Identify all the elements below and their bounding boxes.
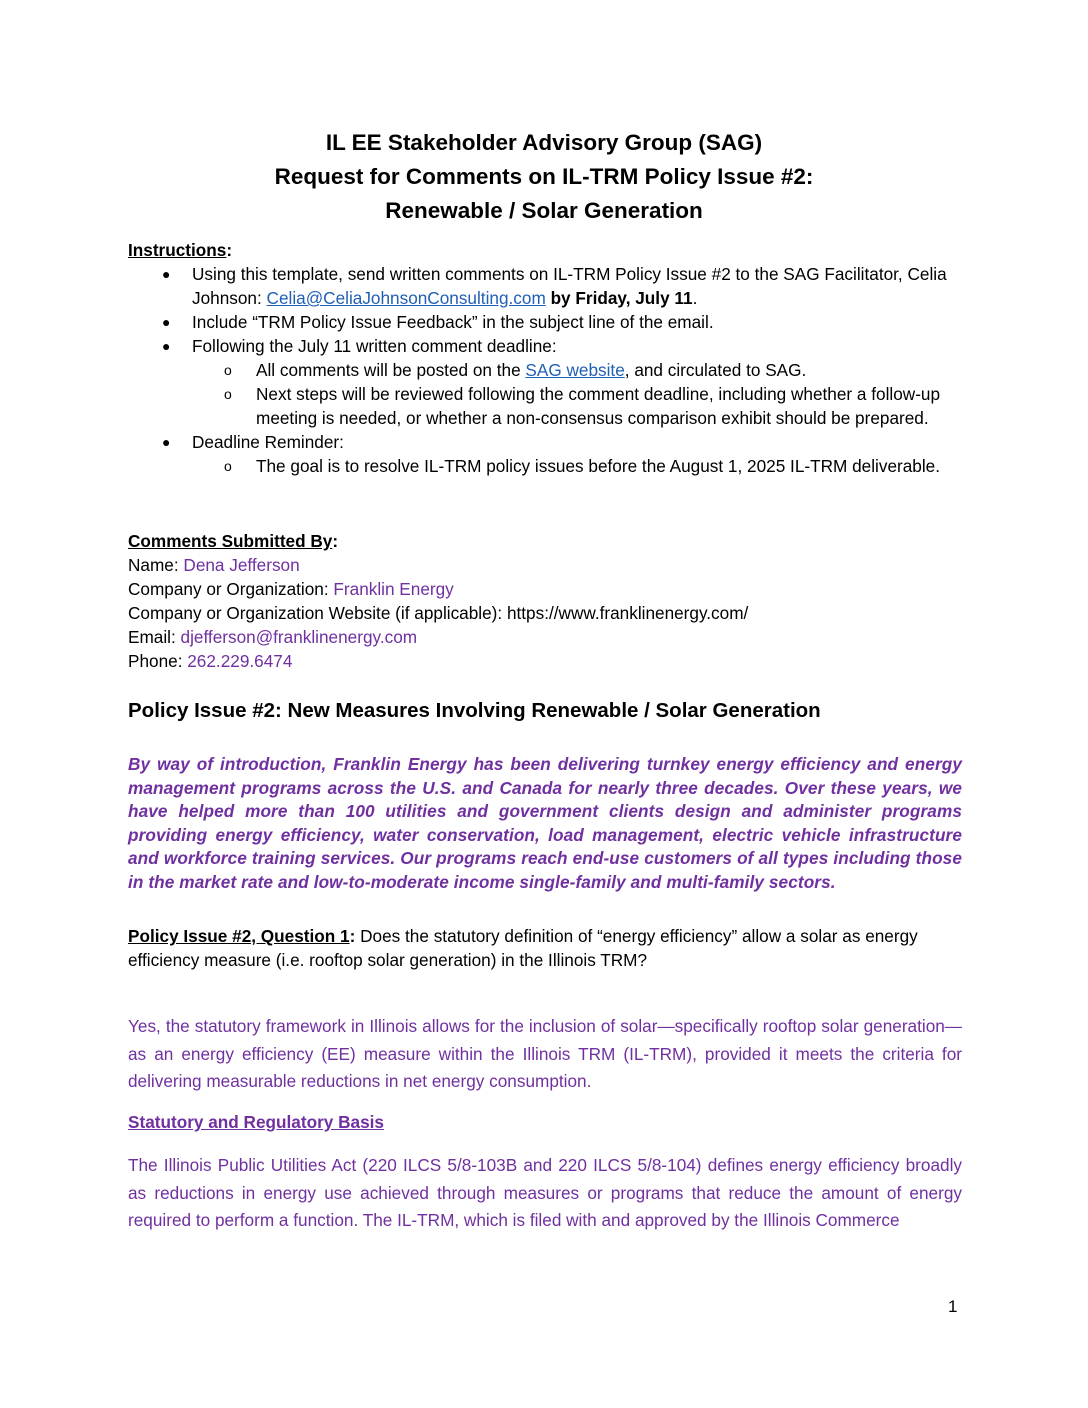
name-value: Dena Jefferson bbox=[183, 555, 300, 575]
title-line-1: IL EE Stakeholder Advisory Group (SAG) bbox=[325, 130, 763, 155]
name-row: Name: Dena Jefferson bbox=[128, 555, 300, 575]
email-value: djefferson@franklinenergy.com bbox=[180, 627, 418, 647]
statutory-basis-paragraph: The Illinois Public Utilities Act (220 ILCS 5/8-103B and 220 ILCS 5/8-104) defines energy efficiency broadly as reductions in energy use achieved through measures or programs that reduce the amount of energy required to perform a function. The IL-TRM, which is filed with and approved by the Illinois Commerce bbox=[128, 1155, 962, 1230]
policy-heading: Policy Issue #2: New Measures Involving Renewable / Solar Generation bbox=[128, 699, 821, 722]
email-row: Email: djefferson@franklinenergy.com bbox=[128, 627, 418, 647]
title-line-3: Renewable / Solar Generation bbox=[385, 198, 703, 223]
sub-bullet-icon: o bbox=[224, 386, 232, 402]
intro-paragraph: By way of introduction, Franklin Energy has been delivering turnkey energy efficiency and energy management programs across the U.S. and Canada for nearly three decades. Over these years, we have helped more than 100 utilities and government clients design and administer programs providing energy efficiency, water conservation, load management, electric vehicle infrastructure and workforce training services. Our programs reach end-use customers of all types including those in the market rate and low-to-moderate income single-family and multi-family sectors. bbox=[128, 754, 962, 892]
list-item: o Next steps will be reviewed following the comment deadline, including whether a follow-up meeting is needed, or whether a non-consensus comparison exhibit should be prepared. bbox=[224, 384, 941, 428]
list-item: ● Following the July 11 written comment deadline: o All comments will be posted on the SAG website, and circulated to SAG. o Next steps will be reviewed following the comment deadline, including whether a follow-up meeting is needed, or whether a non-consensus comparison exhibit should be prepared. bbox=[128, 334, 962, 430]
bullet-icon: ● bbox=[162, 338, 171, 354]
document-title bbox=[0, 126, 1088, 228]
bullet-icon: ● bbox=[162, 314, 171, 330]
title-line-2: Request for Comments on IL-TRM Policy Issue #2: bbox=[274, 164, 814, 189]
website-row: Company or Organization Website (if applicable): https://www.franklinenergy.com/ bbox=[128, 603, 749, 623]
submitter-heading: Comments Submitted By: bbox=[128, 531, 339, 551]
sub-list bbox=[192, 358, 962, 430]
question-1: Policy Issue #2, Question 1: Does the statutory definition of “energy efficiency” allow a solar as energy efficiency measure (i.e. rooftop solar generation) in the Illinois TRM? bbox=[128, 926, 918, 970]
website-value: https://www.franklinenergy.com/ bbox=[506, 603, 749, 623]
sag-website-link[interactable]: SAG website bbox=[525, 360, 625, 380]
facilitator-email-link[interactable]: Celia@CeliaJohnsonConsulting.com bbox=[266, 288, 546, 308]
instructions-heading: Instructions: bbox=[128, 240, 233, 260]
sub-bullet-icon: o bbox=[224, 458, 232, 474]
sub-bullet-icon: o bbox=[224, 362, 232, 378]
answer-paragraph: Yes, the statutory framework in Illinois allows for the inclusion of solar—specifically rooftop solar generation—as an energy efficiency (EE) measure within the Illinois TRM (IL-TRM), provided it meets the criteria for delivering measurable reductions in net energy consumption. bbox=[128, 1016, 962, 1091]
statutory-basis-heading: Statutory and Regulatory Basis bbox=[128, 1112, 384, 1132]
submitter-section bbox=[128, 529, 962, 673]
organization-row: Company or Organization: Franklin Energy bbox=[128, 579, 454, 599]
bullet-icon: ● bbox=[162, 434, 171, 450]
organization-value: Franklin Energy bbox=[333, 579, 454, 599]
sub-list bbox=[192, 454, 962, 478]
list-item: ● Using this template, send written comments on IL-TRM Policy Issue #2 to the SAG Facilitator, Celia Johnson: Celia@CeliaJohnsonConsulting.com by Friday, July 11. bbox=[162, 264, 947, 308]
page-number: 1 bbox=[948, 1297, 958, 1316]
phone-row: Phone: 262.229.6474 bbox=[128, 651, 293, 671]
instructions-section bbox=[128, 238, 962, 478]
bullet-icon: ● bbox=[162, 266, 171, 282]
instructions-list bbox=[128, 262, 962, 478]
list-item: ● Deadline Reminder: o The goal is to resolve IL-TRM policy issues before the August 1, 2025 IL-TRM deliverable. bbox=[128, 430, 962, 478]
question-1-label: Policy Issue #2, Question 1 bbox=[128, 926, 350, 946]
list-item: ● Include “TRM Policy Issue Feedback” in the subject line of the email. bbox=[162, 312, 714, 332]
phone-value: 262.229.6474 bbox=[187, 651, 293, 671]
list-item: o The goal is to resolve IL-TRM policy issues before the August 1, 2025 IL-TRM deliverable. bbox=[224, 456, 941, 476]
list-item: o All comments will be posted on the SAG website, and circulated to SAG. bbox=[224, 360, 807, 380]
